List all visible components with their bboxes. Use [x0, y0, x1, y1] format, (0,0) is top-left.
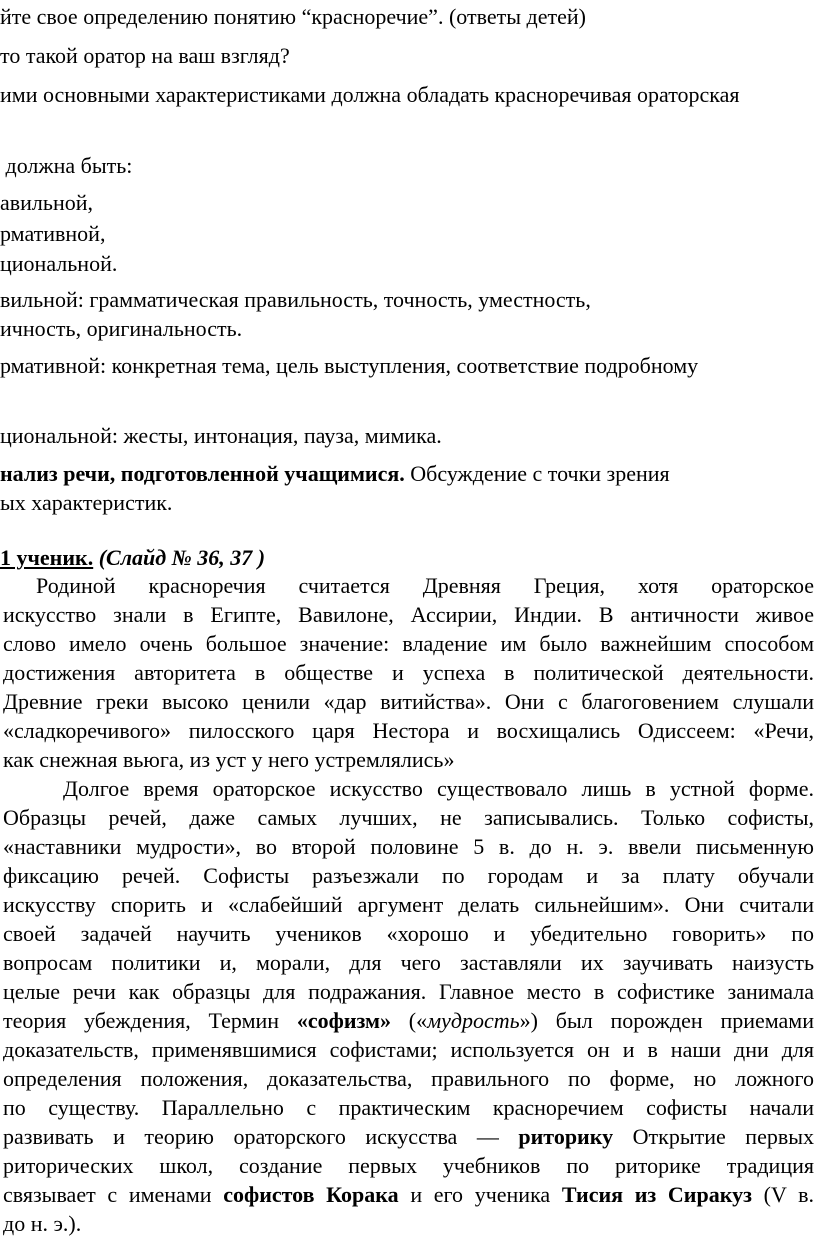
- text-span: Открытие первых: [632, 1124, 815, 1149]
- question-line-2: то такой оратор на ваш взгляд?: [0, 43, 290, 68]
- term-sophism: «софизм»: [296, 1008, 392, 1033]
- analysis-bold: нализ речи, подготовленной учащимися.: [0, 461, 405, 486]
- para2-line-11: определения положения, доказательства, правильного по форме, но ложного: [3, 1066, 814, 1091]
- quality-item-2: рмативной,: [0, 221, 106, 246]
- para2-line-3: «наставники мудрости», во второй половине 5 в. до н. э. ввели письменную: [3, 834, 814, 859]
- term-rhetoric: риторику: [518, 1124, 614, 1149]
- para1-line-4: достижения авторитета в обществе и успеха в политической деятельности.: [3, 660, 814, 685]
- explanation-3-line-1: циональной: жесты, интонация, пауза, мимика.: [0, 423, 442, 448]
- para2-line-10: доказательств, применявшимися софистами; используется он и в наши дни для: [3, 1037, 814, 1062]
- text-span: ») был порожден приемами: [519, 1008, 814, 1033]
- para2-line-16: до н. э.).: [3, 1211, 82, 1236]
- slide-reference: (Слайд № 36, 37 ): [98, 545, 266, 570]
- para1-line-3: слово имело очень большое значение: владение им было важнейшим способом: [3, 631, 814, 656]
- quality-item-3: циональной.: [0, 251, 118, 276]
- text-span: (V в.: [751, 1182, 815, 1207]
- para2-line-8: целые речи как образцы для подражания. Главное место в софистике занимала: [3, 979, 814, 1004]
- student-heading: [0, 544, 816, 572]
- text-span: и его ученика: [410, 1182, 562, 1207]
- para1-line-1: Родиной красноречия считается Древняя Греция, хотя ораторское: [36, 573, 814, 598]
- explanation-1-line-1: вильной: грамматическая правильность, точность, уместность,: [0, 287, 591, 312]
- text-span: развивать и теорию ораторского искусства —: [3, 1124, 519, 1149]
- explanation-2-line-1: рмативной: конкретная тема, цель выступления, соответствие подробному: [0, 353, 699, 378]
- name-corax: софистов Корака: [223, 1182, 399, 1207]
- para1-line-7: как снежная вьюга, из уст у него устремлялись»: [3, 747, 455, 772]
- analysis-line: [0, 460, 816, 488]
- term-wisdom: мудрость: [427, 1008, 520, 1033]
- para2-line-6: своей задачей научить учеников «хорошо и убедительно говорить» по: [3, 921, 814, 946]
- para2-line-4: фиксацию речей. Софисты разъезжали по городам и за плату обучали: [3, 863, 814, 888]
- para2-line-5: искусству спорить и «слабейший аргумент делать сильнейшим». Они считали: [3, 892, 814, 917]
- para2-line-9: [3, 1007, 814, 1035]
- para1-line-2: искусство знали в Египте, Вавилоне, Ассирии, Индии. В античности живое: [3, 602, 814, 627]
- analysis-cont: ых характеристик.: [0, 490, 173, 515]
- para2-line-13: [3, 1123, 814, 1151]
- para2-line-14: риторических школ, создание первых учебников по риторике традиция: [3, 1153, 814, 1178]
- para1-line-5: Древние греки высоко ценили «дар витийства». Они с благоговением слушали: [3, 689, 814, 714]
- text-span: связывает с именами: [3, 1182, 224, 1207]
- para1-line-6: «сладкоречивого» пилосского царя Нестора и восхищались Одиссеем: «Речи,: [3, 718, 814, 743]
- text-span: теория убеждения, Термин: [3, 1008, 297, 1033]
- para2-line-15: [3, 1181, 814, 1209]
- para2-line-12: по существу. Параллельно с практическим красноречием софисты начали: [3, 1095, 814, 1120]
- explanation-1-line-2: ичность, оригинальность.: [0, 316, 243, 341]
- question-line-1: йте свое определению понятию “красноречие”. (ответы детей): [0, 4, 586, 29]
- para2-line-2: Образцы речей, даже самых лучших, не записывались. Только софисты,: [3, 805, 814, 830]
- analysis-rest: Обсуждение с точки зрения: [404, 461, 670, 486]
- name-tisias: Тисия из Сиракуз: [561, 1182, 752, 1207]
- para2-line-7: вопросам политики и, морали, для чего заставляли их заучивать наизусть: [3, 950, 814, 975]
- quality-item-1: авильной,: [0, 190, 93, 215]
- question-line-3: ими основными характеристиками должна обладать красноречивая ораторская: [0, 82, 740, 107]
- para2-line-1: Долгое время ораторское искусство существовало лишь в устной форме.: [63, 776, 814, 801]
- text-span: («: [408, 1008, 428, 1033]
- student-label: 1 ученик.: [0, 545, 94, 570]
- must-be-intro: должна быть:: [0, 153, 133, 178]
